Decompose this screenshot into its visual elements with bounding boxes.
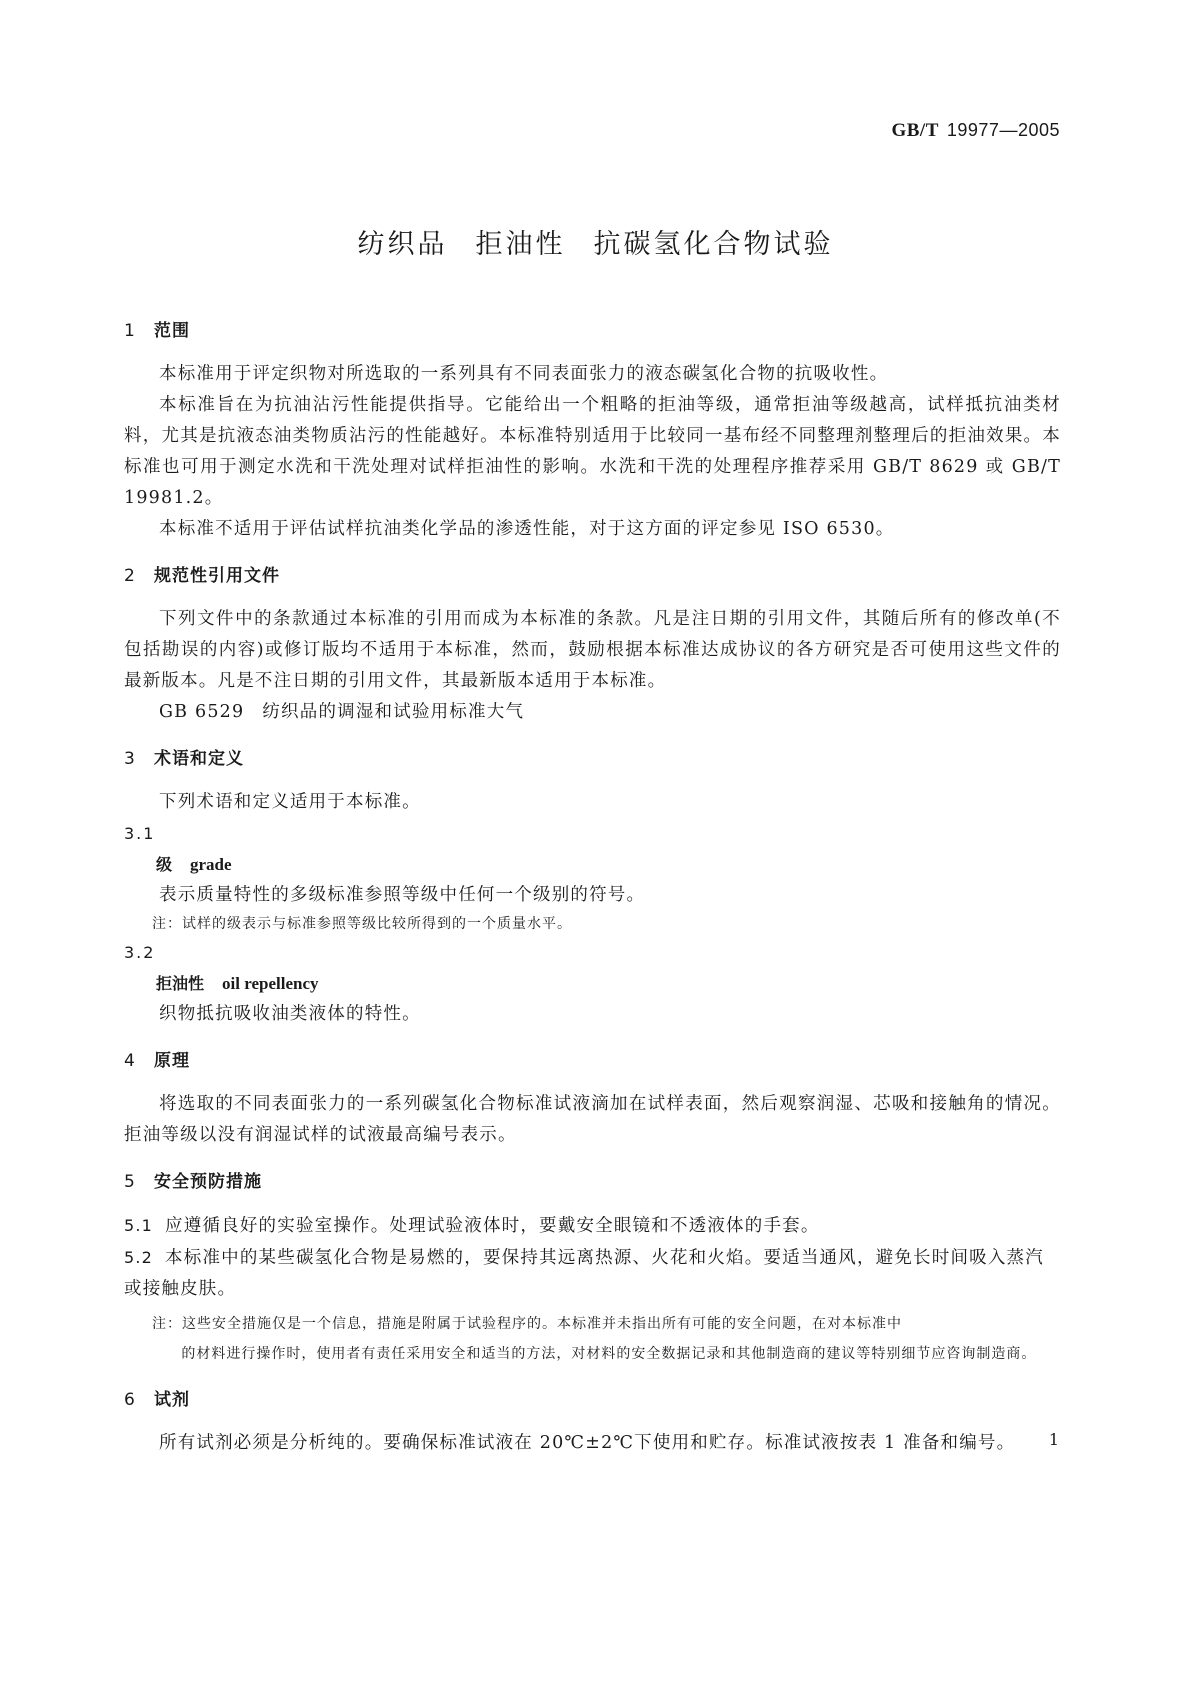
terms-intro: 下列术语和定义适用于本标准。	[159, 792, 421, 812]
safety-note: 注：这些安全措施仅是一个信息，措施是附属于试验程序的。本标准并未指出所有可能的安全问题，在对本标准中 的材料进行操作时，使用者有责任采用安全和适当的方法，对材料的安全数据记录和其他制造商的建议等特别细节应咨询制造商。	[152, 1316, 1037, 1362]
document-title	[0, 222, 1191, 261]
standard-prefix: GB/T	[891, 120, 939, 141]
paragraph: 将选取的不同表面张力的一系列碳氢化合物标准试液滴加在试样表面，然后观察润湿、芯吸和接触角的情况。拒油等级以没有润湿试样的试液最高编号表示。	[124, 1094, 1061, 1145]
title-part-2: 拒油性	[475, 229, 566, 260]
paragraph: 本标准旨在为抗油沾污性能提供指导。它能给出一个粗略的拒油等级，通常拒油等级越高，试样抵抗油类材料，尤其是抗液态油类物质沾污的性能越好。本标准特别适用于比较同一基布经不同整理剂整理后的拒油效果。本标准也可用于测定水洗和干洗处理对试样拒油性的影响。水洗和干洗的处理程序推荐采用 GB/T 8629 或 GB/T 19981.2。	[124, 395, 1061, 508]
title-part-1: 纺织品	[357, 229, 448, 260]
section-heading-scope: 1 范围	[124, 321, 190, 341]
paragraph: 下列文件中的条款通过本标准的引用而成为本标准的条款。凡是注日期的引用文件，其随后所有的修改单(不包括勘误的内容)或修订版均不适用于本标准，然而，鼓励根据本标准达成协议的各方研究是否可使用这些文件的最新版本。凡是不注日期的引用文件，其最新版本适用于本标准。	[124, 609, 1061, 691]
paragraph: 所有试剂必须是分析纯的。要确保标准试液在 20℃±2℃下使用和贮存。标准试液按表 1 准备和编号。	[159, 1433, 1016, 1453]
paragraph: 本标准用于评定织物对所选取的一系列具有不同表面张力的液态碳氢化合物的抗吸收性。	[159, 364, 889, 384]
section-heading-reagents: 6 试剂	[124, 1390, 190, 1410]
reference-title: 纺织品的调湿和试验用标准大气	[262, 702, 525, 722]
reference-entry	[124, 697, 1061, 728]
clause: 5.1 应遵循良好的实验室操作。处理试验液体时，要戴安全眼镜和不透液体的手套。	[124, 1216, 820, 1236]
section-heading-safety: 5 安全预防措施	[124, 1172, 262, 1192]
section-heading-normative-references: 2 规范性引用文件	[124, 566, 280, 586]
standard-code	[891, 120, 1060, 142]
term-number: 3.1	[124, 824, 156, 843]
paragraph: 本标准不适用于评估试样抗油类化学品的渗透性能，对于这方面的评定参见 ISO 6530。	[159, 519, 895, 539]
term-definition: 织物抵抗吸收油类液体的特性。	[159, 1004, 421, 1024]
term-number: 3.2	[124, 943, 156, 962]
standard-number: 19977—2005	[946, 120, 1060, 140]
term-note: 注：试样的级表示与标准参照等级比较所得到的一个质量水平。	[152, 916, 572, 932]
term-title: 拒油性 oil repellency	[156, 974, 319, 993]
page-number: 1	[1048, 1430, 1059, 1449]
section-heading-terms: 3 术语和定义	[124, 749, 244, 769]
reference-code: GB 6529	[159, 702, 245, 722]
term-definition: 表示质量特性的多级标准参照等级中任何一个级别的符号。	[159, 885, 646, 905]
section-heading-principle: 4 原理	[124, 1051, 190, 1071]
document-body	[124, 300, 1061, 1459]
title-part-3: 抗碳氢化合物试验	[593, 229, 834, 260]
clause: 5.2 本标准中的某些碳氢化合物是易燃的，要保持其远离热源、火花和火焰。要适当通风，避免长时间吸入蒸汽或接触皮肤。	[124, 1248, 1044, 1299]
term-title: 级 grade	[156, 855, 232, 874]
